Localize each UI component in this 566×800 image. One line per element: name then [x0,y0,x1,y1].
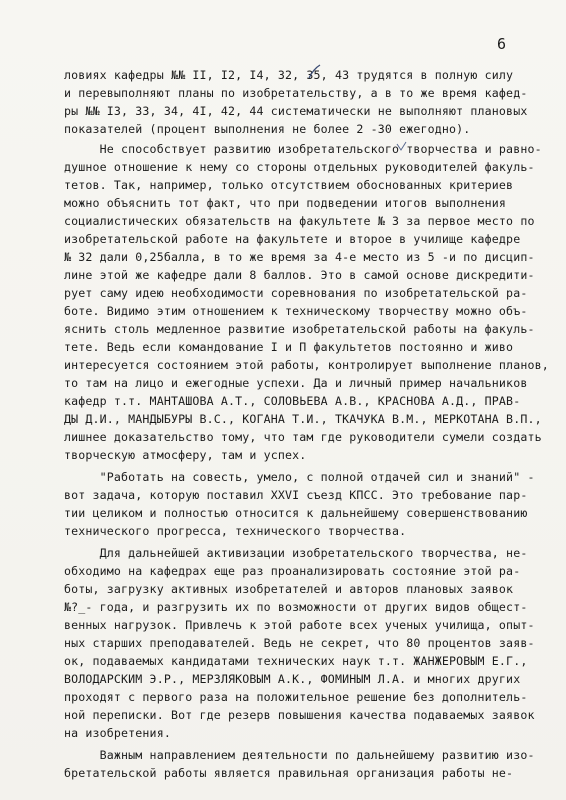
text-line: кафедр т.т. МАНТАШОВА А.Т., СОЛОВЬЕВА А.В., КРАСНОВА А.Д., ПРАВ- [64,394,521,408]
text-line: то там на лицо и ежегодные успехи. Да и личный пример начальников [64,376,528,390]
text-line: ДЫ Д.И., МАНДЫБУРЫ В.С., КОГАНА Т.И., ТКАЧУКА В.М., МЕРКОТАНА В.П., [64,412,542,426]
text-line: ных старших преподавателей. Ведь не секрет, что 80 процентов заяв- [64,636,535,650]
text-line: Для дальнейшей активизации изобретательского творчества, не- [64,546,528,560]
text-line: боте. Видимо этим отношением к техническому творчеству можно объ- [64,304,528,318]
text-line: яснить столь медленное развитие изобретательской работы на факуль- [64,322,535,336]
text-line: ок, подаваемых кандидатами технических наук т.т. ЖАНЖЕРОВЫМ Е.Г., [64,654,528,668]
text-line: ВОЛОДАРСКИМ Э.Р., МЕРЗЛЯКОВЫМ А.К., ФОМИНЫМ Л.А. и многих других [64,672,521,686]
text-line: Важным направлением деятельности по дальнейшему развитию изо- [64,748,535,762]
text-line: венных нагрузок. Привлечь к этой работе всех ученых училища, опыт- [64,618,535,632]
handwritten-tick-mark [395,140,409,154]
text-line: технического прогресса, технического творчества. [64,524,407,538]
text-line: тетов. Так, например, только отсутствием обоснованных критериев [64,178,514,192]
text-line: социалистических обязательств на факультете № 3 за первое место по [64,214,535,228]
text-line: Не способствует развитию изобретательского творчества и равно- [64,142,542,156]
text-line: можно объяснить тот факт, что при подведении итогов выполнения [64,196,507,210]
page-number: 6 [497,35,507,53]
text-line: "Работать на совесть, умело, с полной отдачей сил и знаний" - [64,470,535,484]
text-line: вот задача, которую поставил XXVI съезд КПСС. Это требование пар- [64,488,528,502]
text-line: ры №№ I3, 33, 34, 4I, 42, 44 систематически не выполняют плановых [64,104,528,118]
text-line: ловиях кафедры №№ II, I2, I4, 32, 35, 43 трудятся в полную силу [64,68,514,82]
text-line: лишнее доказательство тому, что там где руководители сумели создать [64,430,542,444]
text-line: боты, загрузку активных изобретателей и авторов плановых заявок [64,582,514,596]
text-line: тете. Ведь если командование I и П факультетов постоянно и живо [64,340,514,354]
text-line: интересуется состоянием этой работы, контролирует выполнение планов, [64,358,549,372]
text-line: тии целиком и полностью относится к дальнейшему совершенствованию [64,506,528,520]
text-line: ной переписки. Вот где резерв повышения качества подаваемых заявок [64,708,535,722]
text-line: и перевыполняют планы по изобретательству, а в то же время кафед- [64,86,528,100]
text-line: обходимо на кафедрах еще раз проанализировать состояние этой ра- [64,564,521,578]
text-line: бретательской работы является правильная организация работы не- [64,766,514,780]
text-line: душное отношение к нему со стороны отдельных руководителей факуль- [64,160,535,174]
text-line: изобретательской работе на факультете и второе в училище кафедре [64,232,521,246]
text-line: на изобретения. [64,726,171,740]
handwritten-correction-mark [306,62,324,82]
text-line: проходят с первого раза на положительное решение без дополнитель- [64,690,528,704]
text-line: рует саму идею необходимости соревнования по изобретательской ра- [64,286,528,300]
text-line: № 32 дали 0,25балла, в то же время за 4-е место из 5 -и по дисцип- [64,250,535,264]
text-line: творческую атмосферу, там и успех. [64,448,307,462]
text-line: №?_- года, и разгрузить их по возможности от других видов общест- [64,600,528,614]
text-line: показателей (процент выполнения не более 2 -30 ежегодно). [64,122,471,136]
text-line: лине этой же кафедре дали 8 баллов. Это в самой основе дискредити- [64,268,535,282]
